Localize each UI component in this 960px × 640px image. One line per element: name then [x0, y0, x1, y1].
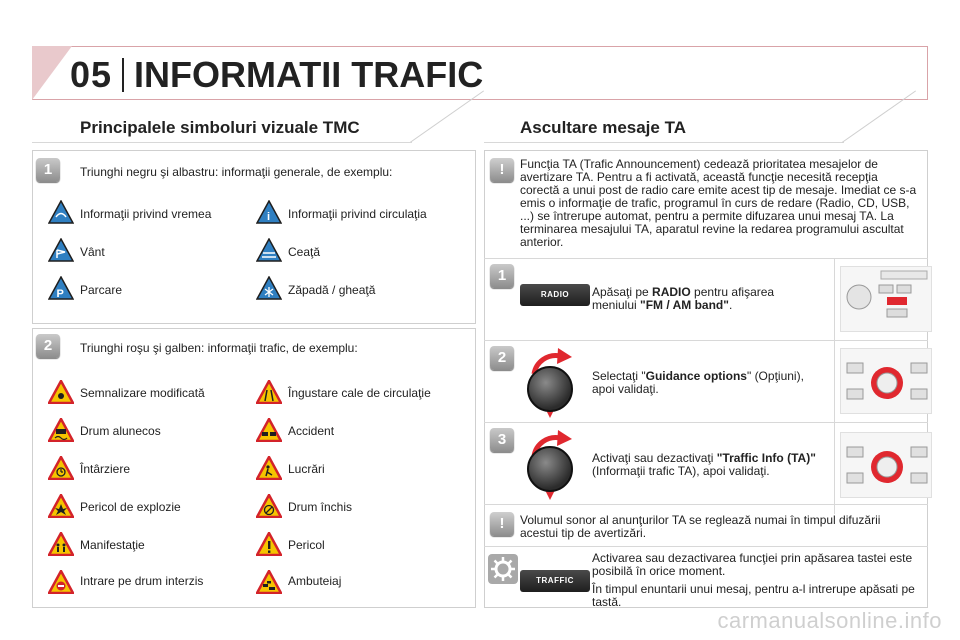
symbol-label: Ambuteiaj	[288, 574, 342, 588]
rotary-knob-image	[527, 366, 573, 412]
header-separator	[122, 58, 124, 92]
slippery-road-icon	[48, 418, 74, 442]
step-badge-2: 2	[490, 346, 514, 370]
symbol-label: Drum alunecos	[80, 424, 161, 438]
warning-badge: !	[490, 512, 514, 536]
symbol-label: Pericol	[288, 538, 325, 552]
demonstration-icon	[48, 532, 74, 556]
symbol-label: Ceaţă	[288, 245, 321, 259]
page-title: INFORMATII TRAFIC	[134, 54, 484, 95]
row-divider	[484, 504, 928, 505]
weather-warning-icon	[48, 200, 74, 224]
title-underline	[32, 142, 412, 143]
explosion-danger-icon	[48, 494, 74, 518]
left-section-title: Principalele simboluri vizuale TMC	[80, 118, 360, 137]
traffic-jam-icon	[256, 570, 282, 594]
tip-text-1: Activarea sau dezactivarea funcţiei prin apăsarea tastei este posibilă în orice moment.	[592, 551, 913, 578]
road-narrows-icon	[256, 380, 282, 404]
symbol-label: Semnalizare modificată	[80, 386, 205, 400]
symbol-label: Intrare pe drum interzis	[80, 574, 204, 588]
step-badge-1: 1	[490, 264, 514, 288]
danger-icon	[256, 532, 282, 556]
group2-intro: Triunghi roşu şi galben: informaţii trafic, de exemplu:	[80, 341, 358, 355]
symbol-label: Manifestaţie	[80, 538, 145, 552]
no-entry-icon	[48, 570, 74, 594]
knob-panel-image	[840, 432, 932, 498]
symbol-label: Informaţii privind vremea	[80, 207, 212, 221]
gear-icon	[488, 554, 518, 584]
control-panel-icon	[841, 267, 933, 333]
title-underline	[484, 142, 844, 143]
control-panel-icon	[841, 433, 933, 499]
wind-icon	[48, 238, 74, 262]
symbol-label: Îngustare cale de circulaţie	[288, 386, 431, 400]
step2-instruction: Selectaţi "Guidance options" (Opţiuni), apoi validaţi.	[592, 369, 804, 396]
svg-text:P: P	[56, 288, 64, 300]
tip-text-2: În timpul enuntarii unui mesaj, pentru a-l intrerupe apăsati pe tastă.	[592, 582, 915, 609]
symbol-label: Drum închis	[288, 500, 353, 514]
chapter-number: 05	[70, 54, 113, 95]
right-section-title: Ascultare mesaje TA	[520, 118, 686, 137]
rotary-knob-image	[527, 446, 573, 492]
symbol-label: Parcare	[80, 283, 123, 297]
radio-button-image: RADIO	[520, 284, 590, 306]
step1-instruction: Apăsaţi pe RADIO pentru afişarea meniului "FM / AM band".	[592, 285, 775, 312]
group1-intro: Triunghi negru şi albastru: informaţii generale, de exemplu:	[80, 165, 393, 179]
row-divider	[484, 340, 928, 341]
accident-icon	[256, 418, 282, 442]
row-divider	[484, 258, 928, 259]
symbol-label: Întârziere	[80, 462, 131, 476]
signal-changed-icon	[48, 380, 74, 404]
knob-panel-image	[840, 348, 932, 414]
parking-icon	[48, 276, 74, 300]
column-divider	[834, 258, 835, 514]
ta-description: Funcţia TA (Trafic Announcement) cedează prioritatea mesajelor de avertizare TA. Pentru a fi activată, această funcţie necesită recepţia corectă a unui post de radio care emite acest tip de mesaje. Imediat ce s-a emis o informaţie de trafic, programul în curs de redare (Radio, CD, USB, ...) se întrerupe automat, pentru a permite difuzarea unui mesaj TA. La terminarea mesajului TA, aparatul revine la redarea programului ascultat anterior.	[520, 157, 917, 249]
road-closed-icon	[256, 494, 282, 518]
delay-icon	[48, 456, 74, 480]
control-panel-icon	[841, 349, 933, 415]
svg-text:i: i	[267, 211, 271, 223]
radio-panel-image	[840, 266, 932, 332]
symbol-label: Lucrări	[288, 462, 325, 476]
step-badge-1: 1	[36, 158, 60, 182]
watermark: carmanualsonline.info	[717, 608, 942, 633]
symbol-label: Accident	[288, 424, 335, 438]
step-badge-3: 3	[490, 428, 514, 452]
row-divider	[484, 422, 928, 423]
volume-note: Volumul sonor al anunţurilor TA se reglează numai în timpul difuzării acestui tip de avertizări.	[520, 513, 881, 540]
header-fold	[32, 46, 72, 100]
symbol-label: Informaţii privind circulaţia	[288, 207, 427, 221]
fog-icon	[256, 238, 282, 262]
symbol-label: Vânt	[80, 245, 105, 259]
step3-instruction: Activaţi sau dezactivaţi "Traffic Info (TA)" (Informaţii trafic TA), apoi validaţi.	[592, 451, 816, 478]
roadworks-icon	[256, 456, 282, 480]
symbol-label: Pericol de explozie	[80, 500, 181, 514]
snow-ice-icon	[256, 276, 282, 300]
step-badge-2: 2	[36, 334, 60, 358]
traffic-button-image: TRAFFIC	[520, 570, 590, 592]
symbol-label: Zăpadă / gheaţă	[288, 283, 376, 297]
traffic-info-icon	[256, 200, 282, 224]
row-divider	[484, 546, 928, 547]
warning-badge: !	[490, 158, 514, 182]
